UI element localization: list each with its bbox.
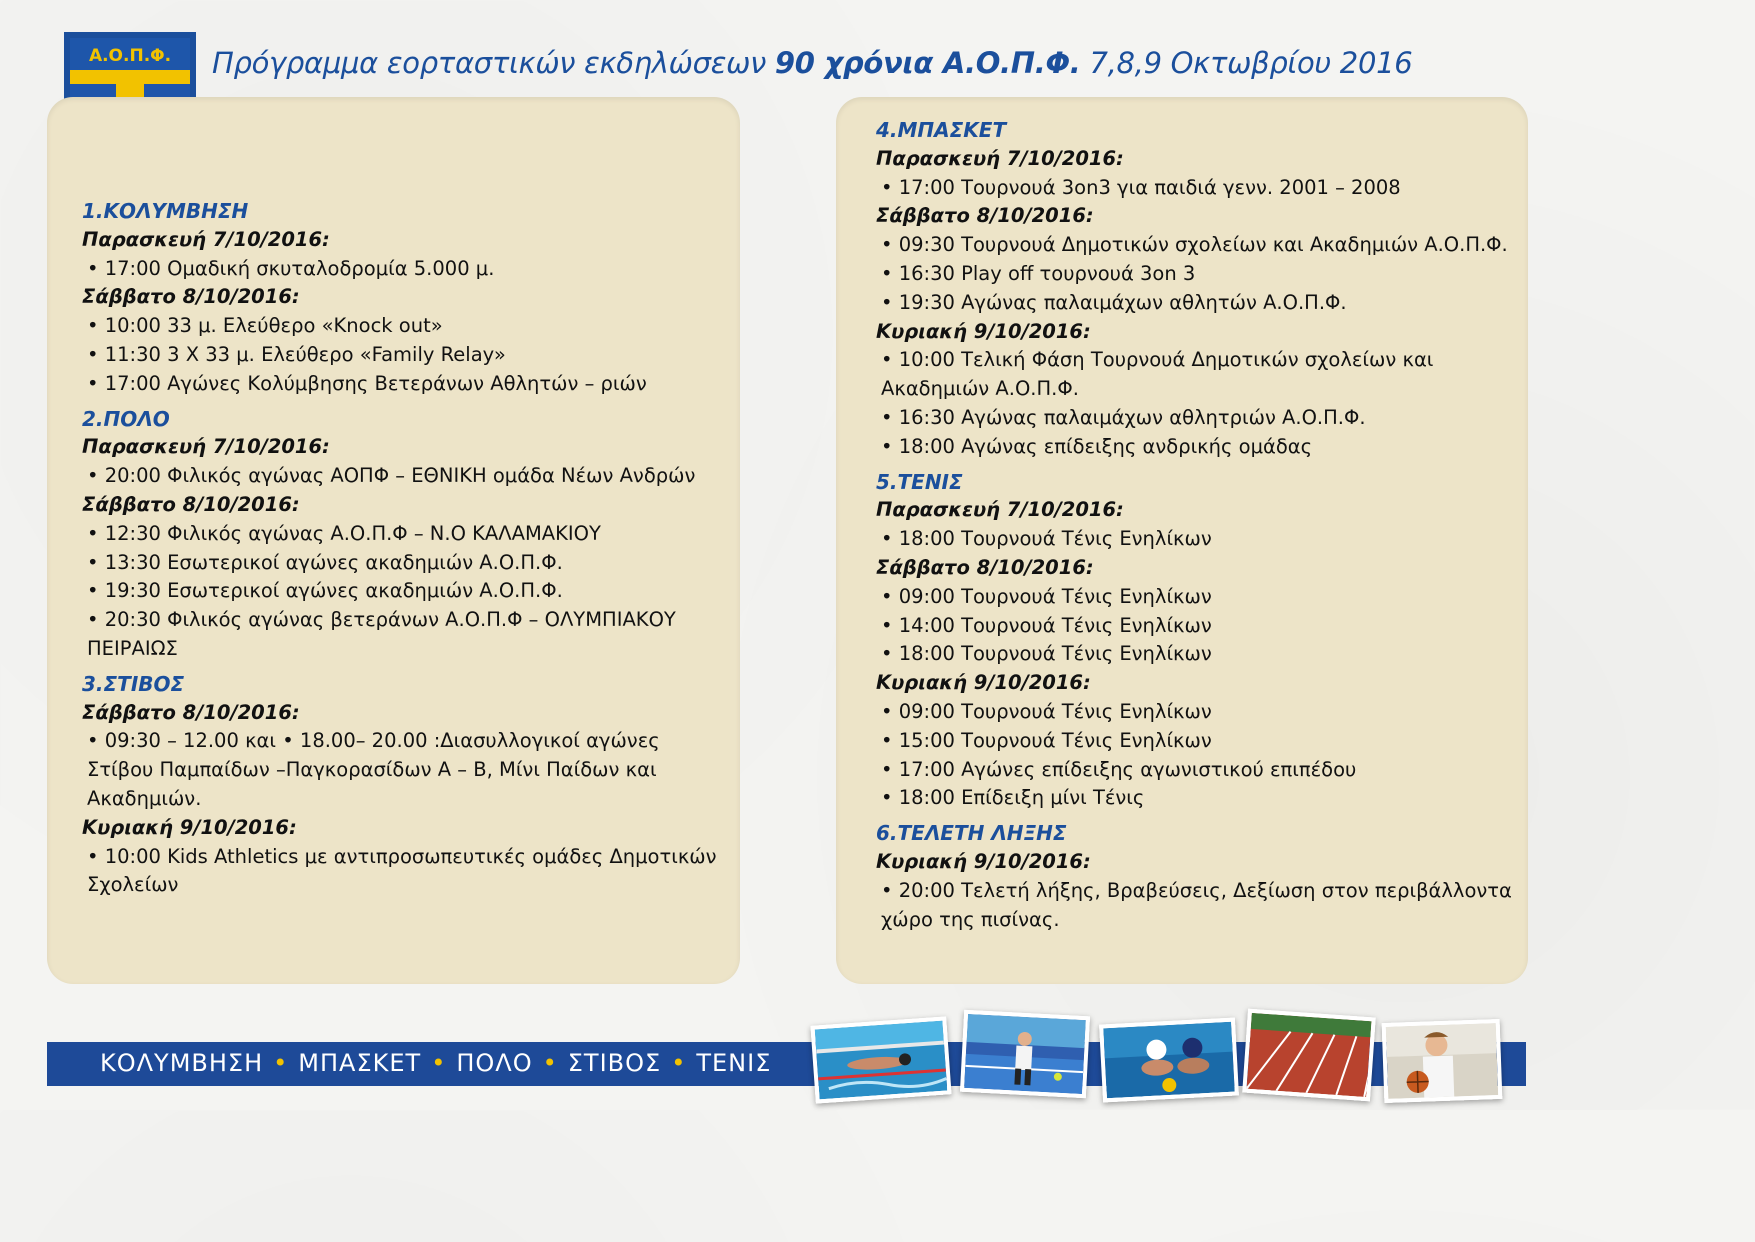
schedule-item: • 10:00 33 μ. Ελεύθερο «Knock out»: [87, 314, 443, 338]
schedule-item: • 17:00 Τουρνουά 3on3 για παιδιά γενν. 2001 – 2008: [881, 175, 1401, 199]
swimming-photo: [810, 1016, 951, 1103]
left-column: [82, 197, 732, 906]
schedule-item: • 14:00 Τουρνουά Τένις Ενηλίκων: [881, 613, 1212, 637]
day-heading: Σάββατο 8/10/2016:: [876, 204, 1094, 228]
section-title: 6.ΤΕΛΕΤΗ ΛΗΞΗΣ: [876, 821, 1067, 846]
schedule-item: • 19:30 Εσωτερικοί αγώνες ακαδημιών Α.Ο.Π.Φ.: [87, 579, 563, 603]
day-heading: Κυριακή 9/10/2016:: [876, 849, 1091, 873]
schedule-item: • 17:00 Ομαδική σκυταλοδρομία 5.000 μ.: [87, 256, 495, 280]
day-heading: Παρασκευή 7/10/2016:: [876, 498, 1124, 522]
separator-dot: •: [431, 1049, 447, 1077]
footer-sport-label: ΤΕΝΙΣ: [696, 1049, 772, 1077]
footer-sport-label: ΣΤΙΒΟΣ: [567, 1049, 662, 1077]
schedule-item: • 10:00 Kids Athletics με αντιπροσωπευτικές ομάδες Δημοτικών Σχολείων: [87, 844, 717, 897]
schedule-item: • 16:30 Αγώνας παλαιμάχων αθλητριών Α.Ο.Π.Φ.: [881, 405, 1366, 429]
footer-sport-label: ΠΟΛΟ: [456, 1049, 533, 1077]
schedule-item: • 20:00 Τελετή λήξης, Βραβεύσεις, Δεξίωση στον περιβάλλοντα χώρο της πισίνας.: [881, 878, 1512, 931]
schedule-item: • 18:00 Επίδειξη μίνι Τένις: [881, 786, 1145, 810]
schedule-item: • 09:30 – 12.00 και • 18.00– 20.00 :Διασυλλογικοί αγώνες Στίβου Παμπαίδων –Παγκορασίδων Α – Β, Μίνι Παίδων και Ακαδημιών.: [87, 729, 660, 810]
track-photo: [1242, 1009, 1376, 1102]
section-title: 1.ΚΟΛΥΜΒΗΣΗ: [82, 199, 249, 223]
schedule-item: • 20:00 Φιλικός αγώνας ΑΟΠΦ – ΕΘΝΙΚΗ ομάδα Νέων Ανδρών: [87, 464, 696, 488]
schedule-item: • 15:00 Τουρνουά Τένις Ενηλίκων: [881, 728, 1212, 752]
schedule-item: • 13:30 Εσωτερικοί αγώνες ακαδημιών Α.Ο.Π.Φ.: [87, 550, 563, 574]
day-heading: Κυριακή 9/10/2016:: [876, 671, 1091, 695]
day-heading: Παρασκευή 7/10/2016:: [876, 146, 1124, 170]
schedule-item: • 16:30 Play off τουρνουά 3on 3: [881, 261, 1196, 285]
tennis-photo: [960, 1010, 1090, 1098]
day-heading: Σάββατο 8/10/2016:: [82, 285, 300, 309]
schedule-item: • 12:30 Φιλικός αγώνας Α.Ο.Π.Φ – Ν.Ο ΚΑΛΑΜΑΚΙΟΥ: [87, 521, 601, 545]
title-bold: 90 χρόνια Α.Ο.Π.Φ.: [774, 46, 1081, 80]
logo-text: Α.Ο.Π.Φ.: [88, 46, 172, 66]
day-heading: Κυριακή 9/10/2016:: [876, 319, 1091, 343]
schedule-item: • 19:30 Αγώνας παλαιμάχων αθλητών Α.Ο.Π.Φ.: [881, 290, 1347, 314]
day-heading: Σάββατο 8/10/2016:: [82, 492, 300, 516]
day-heading: Παρασκευή 7/10/2016:: [82, 435, 330, 459]
title-part2: 7,8,9 Οκτωβρίου 2016: [1080, 46, 1413, 80]
schedule-item: • 18:00 Τουρνουά Τένις Ενηλίκων: [881, 642, 1212, 666]
schedule-item: • 09:30 Τουρνουά Δημοτικών σχολείων και Ακαδημιών Α.Ο.Π.Φ.: [881, 233, 1508, 257]
title-part1: Πρόγραμμα εορταστικών εκδηλώσεων: [212, 46, 775, 80]
separator-dot: •: [542, 1049, 558, 1077]
schedule-item: • 20:30 Φιλικός αγώνας βετεράνων Α.Ο.Π.Φ – ΟΛΥΜΠΙΑΚΟΥ ΠΕΙΡΑΙΩΣ: [87, 608, 676, 660]
right-column: [876, 116, 1516, 940]
basketball-photo: [1382, 1019, 1503, 1103]
footer-sports-list: [100, 1049, 771, 1077]
section-title: 5.ΤΕΝΙΣ: [876, 469, 963, 494]
water-polo-photo: [1099, 1017, 1239, 1102]
schedule-item: • 17:00 Αγώνες Κολύμβησης Βετεράνων Αθλητών – ριών: [87, 371, 647, 395]
schedule-item: • 09:00 Τουρνουά Τένις Ενηλίκων: [881, 584, 1212, 608]
day-heading: Κυριακή 9/10/2016:: [82, 815, 297, 839]
page-title: [212, 46, 1542, 80]
schedule-item: • 17:00 Αγώνες επίδειξης αγωνιστικού επιπέδου: [881, 757, 1357, 781]
footer-sport-label: ΜΠΑΣΚΕΤ: [298, 1049, 422, 1077]
separator-dot: •: [671, 1049, 687, 1077]
section-title: 3.ΣΤΙΒΟΣ: [82, 671, 185, 696]
section-title: 4.ΜΠΑΣΚΕΤ: [876, 118, 1007, 142]
separator-dot: •: [273, 1049, 289, 1077]
schedule-item: • 18:00 Αγώνας επίδειξης ανδρικής ομάδας: [881, 434, 1313, 458]
schedule-item: • 11:30 3 Χ 33 μ. Ελεύθερο «Family Relay»: [87, 342, 506, 366]
section-title: 2.ΠΟΛΟ: [82, 406, 170, 431]
day-heading: Παρασκευή 7/10/2016:: [82, 227, 330, 251]
day-heading: Σάββατο 8/10/2016:: [82, 700, 300, 724]
day-heading: Σάββατο 8/10/2016:: [876, 555, 1094, 579]
schedule-item: • 09:00 Τουρνουά Τένις Ενηλίκων: [881, 699, 1212, 723]
schedule-item: • 10:00 Τελική Φάση Τουρνουά Δημοτικών σχολείων και Ακαδημιών Α.Ο.Π.Φ.: [881, 348, 1434, 401]
schedule-item: • 18:00 Τουρνουά Τένις Ενηλίκων: [881, 527, 1212, 551]
footer-sport-label: ΚΟΛΥΜΒΗΣΗ: [100, 1049, 264, 1077]
